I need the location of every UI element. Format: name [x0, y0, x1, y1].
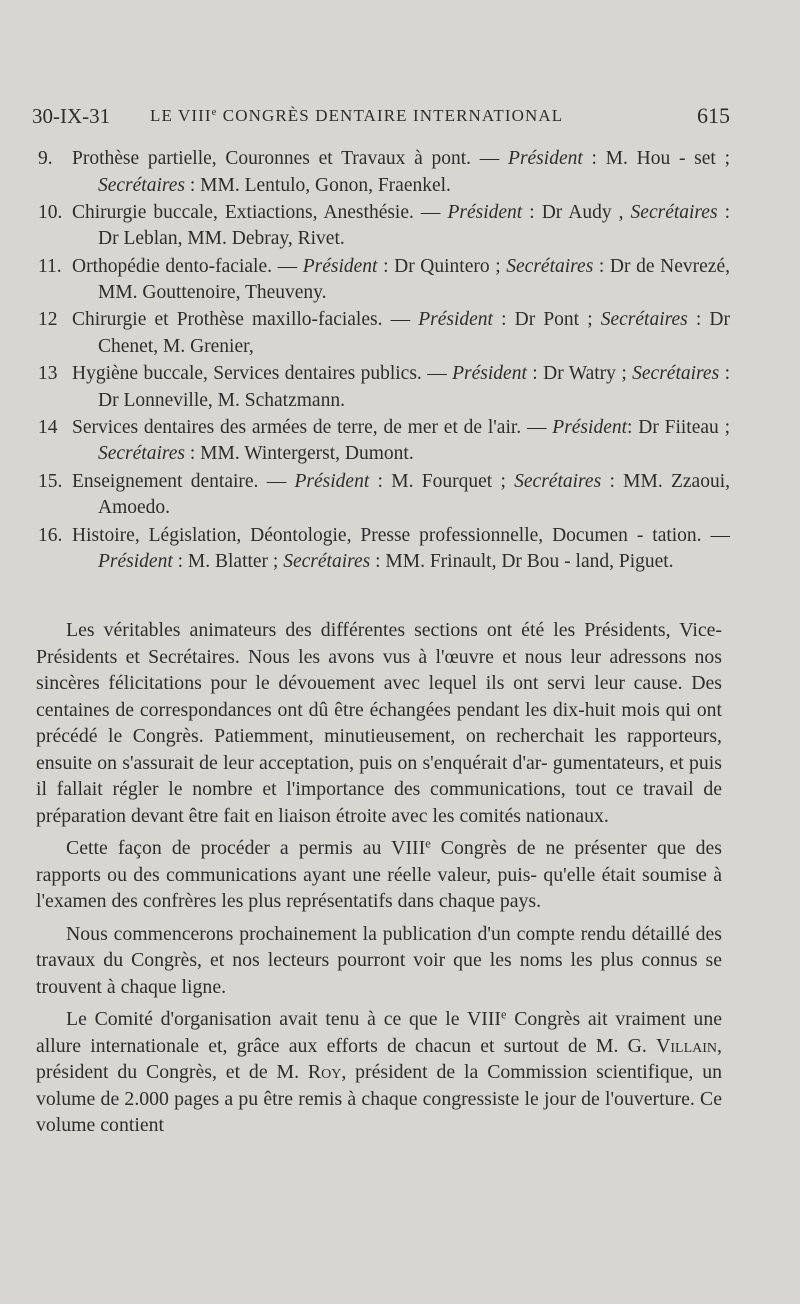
section-text: Services dentaires des armées de terre, de mer et de l'air. — Président: Dr Fiiteau ; Secrétaires : MM. Wintergerst, Dumont. [72, 416, 730, 465]
section-item [38, 254, 730, 307]
section-item [38, 469, 730, 522]
section-text: Chirurgie buccale, Extiactions, Anesthésie. — Président : Dr Audy , Secrétaires : Dr Leblan, MM. Debray, Rivet. [72, 201, 731, 250]
section-number: 10. [38, 201, 63, 223]
header-date: 30-IX-31 [32, 104, 111, 128]
section-number: 9. [38, 148, 53, 169]
section-text: Enseignement dentaire. — Président : M. Fourquet ; Secrétaires : MM. Zzaoui, Amoedo. [72, 470, 731, 519]
section-item [38, 307, 730, 360]
section-number: 12 [38, 309, 58, 331]
paragraph: Le Comité d'organisation avait tenu à ce que le VIIIe Congrès ait vraiment une allure internationale et, grâce aux efforts de chacun et surtout de M. G. Villain, président du Congrès, et de M. Roy, président de la Commission scientifique, un volume de 2.000 pages a pu être remis à chaque congressiste le jour de l'ouverture. Ce volume contient [36, 1007, 722, 1136]
header-title: LE VIIIe CONGRÈS DENTAIRE INTERNATIONAL [150, 106, 564, 125]
page-number: 615 [697, 103, 730, 128]
section-text: Histoire, Législation, Déontologie, Presse professionnelle, Documen - tation. — Président : M. Blatter ; Secrétaires : MM. Frinault, Dr Bou - land, Piguet. [72, 524, 730, 573]
section-number: 15. [38, 470, 63, 492]
section-text: Chirurgie et Prothèse maxillo-faciales. — Président : Dr Pont ; Secrétaires : Dr Chenet, M. Grenier, [72, 309, 730, 357]
section-text: Orthopédie dento-faciale. — Président : Dr Quintero ; Secrétaires : Dr de Nevrezé, MM. Gouttenoire, Theuveny. [72, 255, 730, 304]
paragraph: Les véritables animateurs des différentes sections ont été les Présidents, Vice-Présidents et Secrétaires. Nous les avons vus à l'œuvre et nous leur adressons nos sincères félicitations pour le dévouement avec lequel ils ont servi leur cause. Des centaines de correspondances ont dû être échangées pendant les dix-huit mois qui ont précédé le Congrès. Patiemment, minutieusement, on recherchait les rapporteurs, ensuite on s'assurait de leur acceptation, puis on s'enquérait d'ar- gumentateurs, et puis il fallait régler le nombre et l'importance des communications, tout ce travail de préparation devant être fait en liaison étroite avec les comités nationaux. [36, 619, 722, 827]
section-text: Prothèse partielle, Couronnes et Travaux à pont. — Président : M. Hou - set ; Secrétaires : MM. Lentulo, Gonon, Fraenkel. [72, 148, 730, 196]
person-name: Villain [656, 1034, 718, 1057]
paragraph: Nous commencerons prochainement la publication d'un compte rendu détaillé des travaux du Congrès, et nos lecteurs pourront voir que les noms les plus connus se trouvent à chaque ligne. [36, 922, 722, 998]
section-item [38, 200, 730, 253]
section-text: Hygiène buccale, Services dentaires publics. — Président : Dr Watry ; Secrétaires : Dr Lonneville, M. Schatzmann. [72, 363, 730, 411]
section-list [38, 146, 730, 576]
paragraph: Cette façon de procéder a permis au VIIIe Congrès de ne présenter que des rapports ou des communications ayant une réelle valeur, puis- qu'elle était soumise à l'examen des confrères les plus représentatifs dans chaque pays. [36, 836, 722, 912]
running-head [32, 101, 730, 131]
section-number: 13 [38, 363, 58, 385]
person-name: Roy [307, 1061, 342, 1083]
section-number: 11. [38, 255, 62, 277]
section-item [38, 361, 730, 414]
section-number: 14 [38, 416, 58, 438]
section-item [38, 415, 730, 468]
body-text [36, 617, 722, 1145]
section-number: 16. [38, 524, 63, 546]
section-item [38, 146, 730, 199]
section-item [38, 523, 730, 576]
